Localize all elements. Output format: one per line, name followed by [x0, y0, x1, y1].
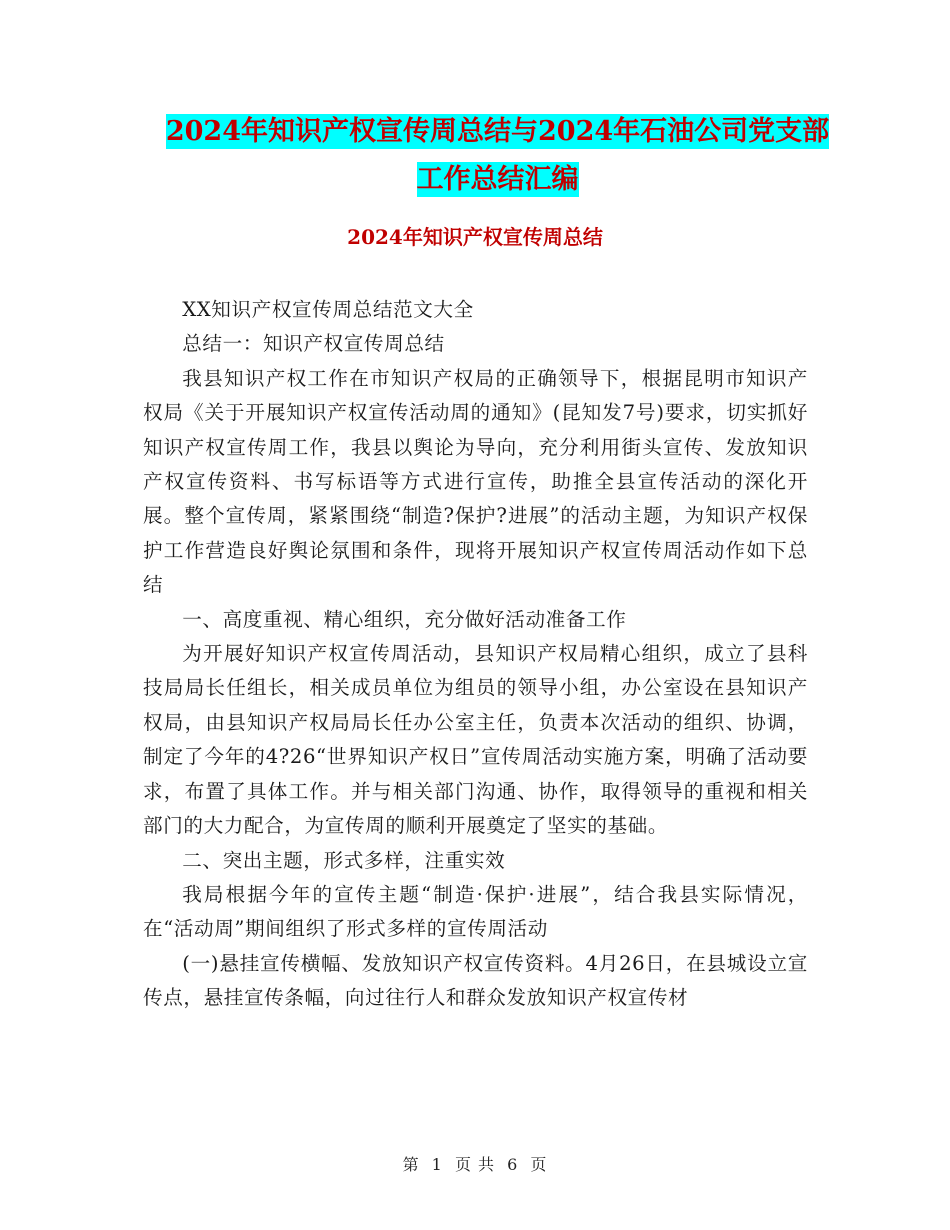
paragraph: (一)悬挂宣传横幅、发放知识产权宣传资料。4月26日，在县城设立宣传点，悬挂宣传条幅，向过往行人和群众发放知识产权宣传材: [143, 951, 808, 1010]
document-body: [143, 293, 808, 1016]
page-footer: [0, 1152, 950, 1175]
paragraph: 二、突出主题，形式多样，注重实效: [182, 848, 506, 872]
title-line-2: 工作总结汇编: [416, 164, 579, 195]
document-title: [140, 108, 855, 204]
footer-middle: 页 共: [454, 1155, 496, 1174]
footer-page-number: 1: [431, 1155, 443, 1174]
paragraph: 一、高度重视、精心组织，充分做好活动准备工作: [182, 607, 627, 631]
footer-suffix: 页: [530, 1155, 548, 1174]
paragraph: 我县知识产权工作在市知识产权局的正确领导下，根据昆明市知识产权局《关于开展知识产权宣传活动周的通知》(昆知发7号)要求，切实抓好知识产权宣传周工作，我县以舆论为导向，充分利用街头宣传、发放知识产权宣传资料、书写标语等方式进行宣传，助推全县宣传活动的深化开展。整个宣传周，紧紧围绕“制造?保护?进展”的活动主题，为知识产权保护工作营造良好舆论氛围和条件，现将开展知识产权宣传周活动作如下总结: [143, 366, 808, 597]
title-line-1: 2024年知识产权宣传周总结与2024年石油公司党支部: [165, 116, 830, 147]
footer-prefix: 第: [402, 1155, 420, 1174]
footer-total-pages: 6: [507, 1155, 519, 1174]
paragraph: 为开展好知识产权宣传周活动，县知识产权局精心组织，成立了县科技局局长任组长，相关成员单位为组员的领导小组，办公室设在县知识产权局，由县知识产权局局长任办公室主任，负责本次活动的组织、协调，制定了今年的4?26“世界知识产权日”宣传周活动实施方案，明确了活动要求，布置了具体工作。并与相关部门沟通、协作，取得领导的重视和相关部门的大力配合，为宣传周的顺利开展奠定了坚实的基础。: [143, 642, 808, 838]
paragraph: 总结一：知识产权宣传周总结: [182, 332, 445, 356]
paragraph: XX知识产权宣传周总结范文大全: [182, 298, 474, 321]
paragraph: 我局根据今年的宣传主题“制造·保护·进展”，结合我县实际情况，在“活动周”期间组织了形式多样的宣传周活动: [143, 882, 808, 941]
section-title: 2024年知识产权宣传周总结: [347, 225, 603, 249]
